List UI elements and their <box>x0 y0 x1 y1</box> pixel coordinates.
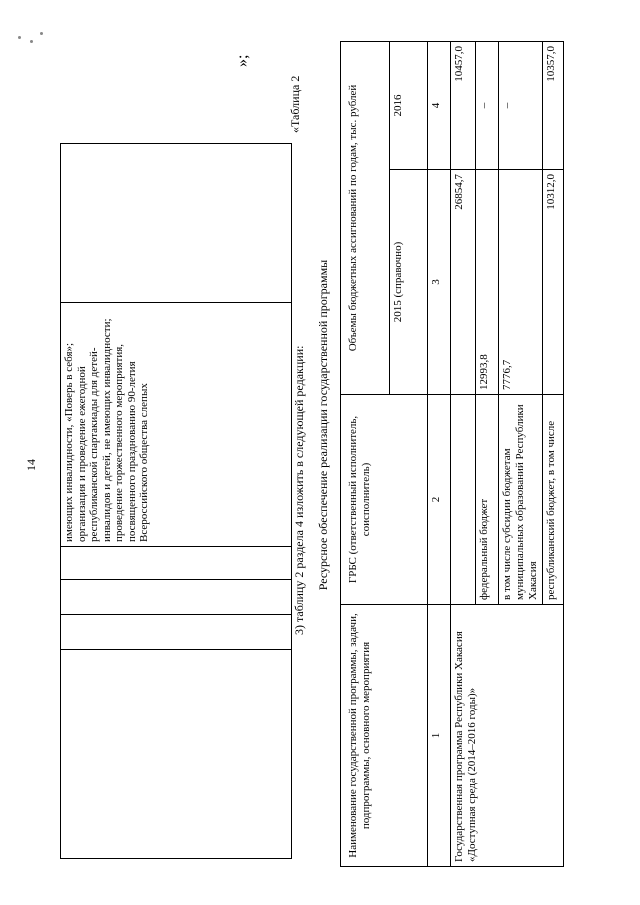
top-table <box>60 143 292 859</box>
value-2016: – <box>476 41 499 169</box>
header-volumes: Объемы бюджетных ассигнований по годам, тыс. рублей <box>341 41 390 394</box>
table-cell <box>61 547 292 580</box>
grbs-cell: республиканский бюджет, в том числе <box>543 395 564 605</box>
table-cell <box>61 580 292 615</box>
value-2015: 26854,7 <box>451 170 476 395</box>
value-2016: – <box>499 41 543 169</box>
table-cell <box>61 650 292 859</box>
closing-quote: »; <box>234 54 251 67</box>
scan-speck <box>30 40 33 43</box>
col-number: 4 <box>428 41 451 169</box>
table-row <box>428 41 451 866</box>
table-cell <box>61 615 292 650</box>
header-col2: ГРБС (ответственный исполнитель, соисполнитель) <box>341 395 428 605</box>
value-2016: 10357,0 <box>543 41 564 169</box>
col-number: 1 <box>428 605 451 867</box>
resource-table-wrap <box>340 41 564 867</box>
top-table-wrap <box>60 143 292 859</box>
header-col1: Наименование государственной программы, задачи, подпрограммы, основного мероприятия <box>341 605 428 867</box>
table-label: «Таблица 2 <box>288 75 302 133</box>
scan-speck <box>18 36 21 39</box>
header-year-2015: 2015 (справочно) <box>389 170 427 395</box>
table-row <box>451 41 476 866</box>
scan-speck <box>40 32 43 35</box>
header-year-2016: 2016 <box>389 41 427 169</box>
resource-table <box>340 41 564 867</box>
grbs-cell: федеральный бюджет <box>476 395 499 605</box>
value-2015: 12993,8 <box>476 170 499 395</box>
col-number: 3 <box>428 170 451 395</box>
table-title: Ресурсное обеспечение реализации государственной программы <box>316 259 330 591</box>
col-number: 2 <box>428 395 451 605</box>
grbs-cell: в том числе субсидии бюджетам муниципальных образований Республики Хакасия <box>499 395 543 605</box>
measure-description-cell: имеющих инвалидности, «Поверь в себя»; организация и проведение ежегодной республиканской спартакиады для детей-инвалидов и детей, не имеющих инвалидности; проведение торжественного мероприятия, посвященного празднованию 90-летия Всероссийского общества слепых <box>61 303 292 547</box>
value-2016: 10457,0 <box>451 41 476 169</box>
table-row <box>341 41 390 866</box>
value-2015: 10312,0 <box>543 170 564 395</box>
table-row <box>61 144 292 859</box>
table-cell <box>61 144 292 303</box>
program-name-cell: Государственная программа Республики Хакасия «Доступная среда (2014–2016 годы)» <box>451 605 564 867</box>
grbs-cell <box>451 395 476 605</box>
page-number: 14 <box>24 459 38 471</box>
value-2015: 7776,7 <box>499 170 543 395</box>
instruction-text: 3) таблицу 2 раздела 4 изложить в следующей редакции: <box>292 345 306 635</box>
